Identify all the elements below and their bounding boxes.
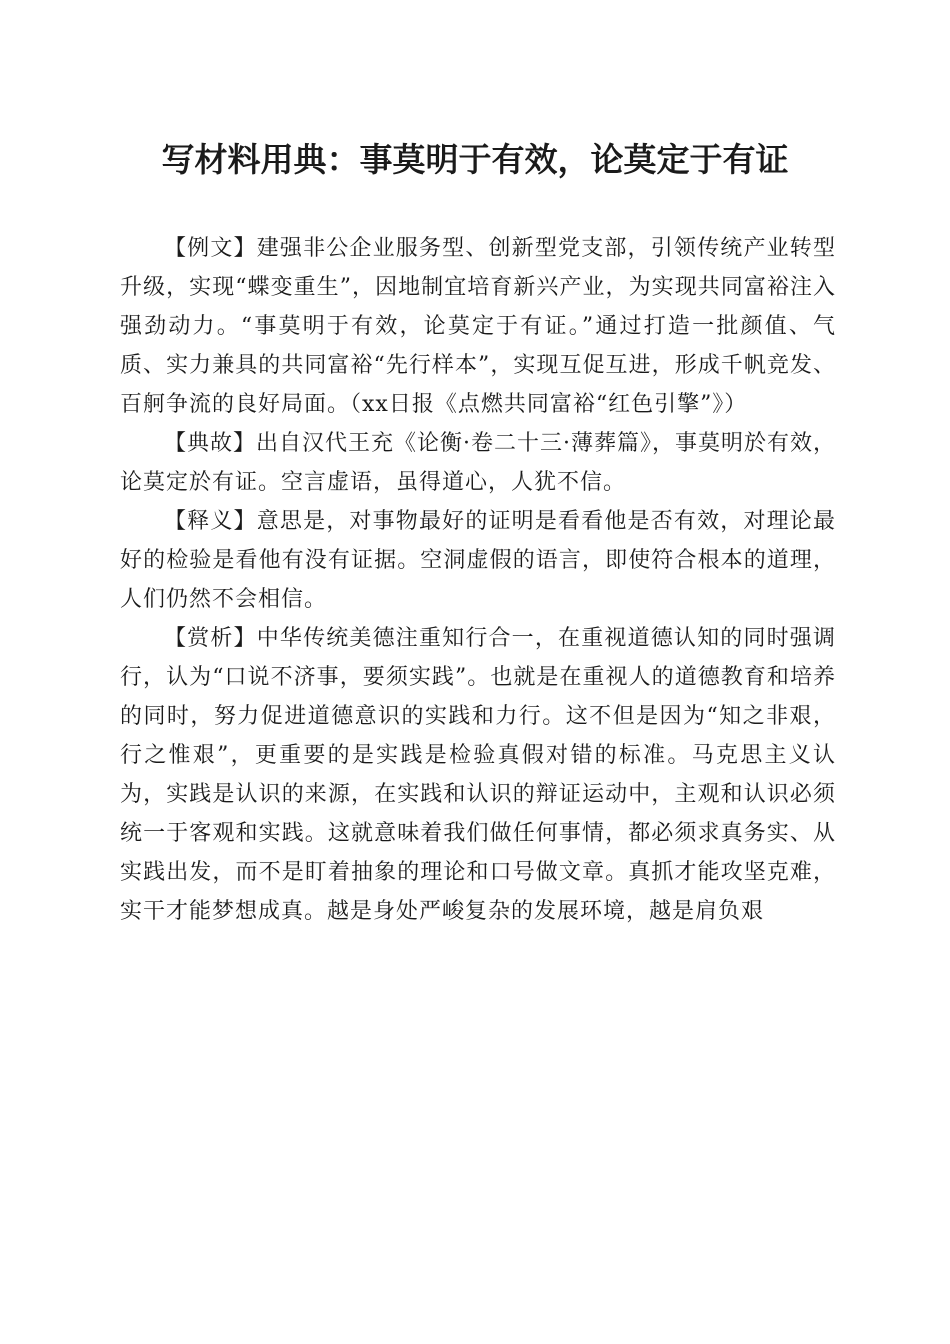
paragraph-text: 建强非公企业服务型、创新型党支部，引领传统产业转型升级，实现“蝶变重生”，因地制宜培育新兴产业，为实现共同富裕注入强劲动力。“事莫明于有效，论莫定于有证。”通过打造一批颜值、气质、实力兼具的共同富裕“先行样本”，实现互促互进，形成千帆竞发、百舸争流的良好局面。（xx日报《点燃共同富裕“红色引擎”》） xyxy=(120,236,836,417)
paragraph-example xyxy=(120,229,836,424)
document-body xyxy=(120,229,836,931)
paragraph-tag: 【典故】 xyxy=(164,431,257,456)
paragraph-tag: 【赏析】 xyxy=(164,626,257,651)
paragraph-allusion xyxy=(120,424,836,502)
paragraph-text: 意思是，对事物最好的证明是看看他是否有效，对理论最好的检验是看他有没有证据。空洞虚假的语言，即使符合根本的道理，人们仍然不会相信。 xyxy=(120,509,836,612)
paragraph-text: 出自汉代王充《论衡·卷二十三·薄葬篇》，事莫明於有效，论莫定於有证。空言虚语，虽得道心，人犹不信。 xyxy=(120,431,837,495)
paragraph-text: 中华传统美德注重知行合一，在重视道德认知的同时强调行，认为“口说不济事，要须实践”。也就是在重视人的道德教育和培养的同时，努力促进道德意识的实践和力行。这不但是因为“知之非艰，行之惟艰”，更重要的是实践是检验真假对错的标准。马克思主义认为，实践是认识的来源，在实践和认识的辩证运动中，主观和认识必须统一于客观和实践。这就意味着我们做任何事情，都必须求真务实、从实践出发，而不是盯着抽象的理论和口号做文章。真抓才能攻坚克难，实干才能梦想成真。越是身处严峻复杂的发展环境，越是肩负艰 xyxy=(120,626,836,924)
paragraph-appreciation xyxy=(120,619,836,931)
document-title: 写材料用典：事莫明于有效，论莫定于有证 xyxy=(161,140,789,179)
paragraph-tag: 【释义】 xyxy=(164,509,257,534)
paragraph-tag: 【例文】 xyxy=(164,236,257,261)
paragraph-interpretation xyxy=(120,502,836,619)
